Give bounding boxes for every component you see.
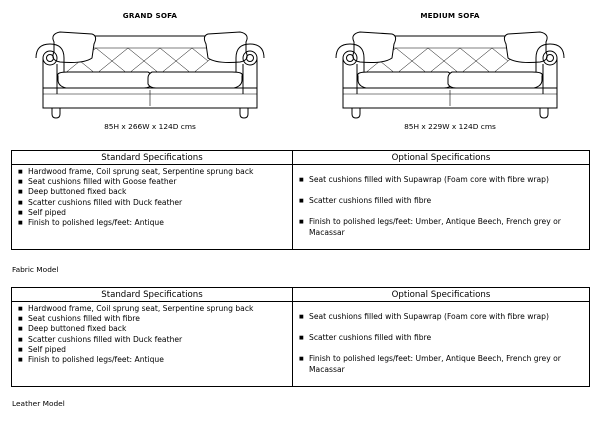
- spec-item: ■ Hardwood frame, Coil sprung seat, Serpentine sprung back: [18, 167, 292, 177]
- spec-item: ■ Seat cushions filled with Goose feather: [18, 177, 292, 187]
- standard-specifications-cell: [12, 302, 293, 387]
- optional-specifications-header: Optional Specifications: [293, 288, 590, 302]
- standard-spec-list: [12, 165, 292, 231]
- product-dimensions: 85H x 266W x 124D cms: [104, 122, 196, 131]
- product-title: MEDIUM SOFA: [420, 11, 480, 20]
- spec-item: ■ Finish to polished legs/feet: Umber, Antique Beech, French grey or Macassar: [299, 354, 583, 374]
- spec-item: ■ Finish to polished legs/feet: Antique: [18, 355, 292, 365]
- spec-item: ■ Seat cushions filled with Supawrap (Foam core with fibre wrap): [299, 312, 583, 322]
- spec-item: ■ Scatter cushions filled with fibre: [299, 196, 583, 206]
- optional-spec-list: [293, 165, 589, 238]
- standard-specifications-header: Standard Specifications: [12, 288, 293, 302]
- optional-specifications-cell: [293, 302, 590, 387]
- standard-spec-list: [12, 302, 292, 368]
- fabric-spec-table: [11, 150, 590, 250]
- leather-model-label: Leather Model: [12, 399, 65, 408]
- leather-spec-table: [11, 287, 590, 387]
- optional-spec-list: [293, 302, 589, 375]
- spec-item: ■ Finish to polished legs/feet: Antique: [18, 218, 292, 228]
- grand-sofa-drawing: [34, 28, 266, 120]
- spec-item: ■ Scatter cushions filled with Duck feather: [18, 335, 292, 345]
- spec-item: ■ Self piped: [18, 345, 292, 355]
- spec-item: ■ Deep buttoned fixed back: [18, 324, 292, 334]
- spec-item: ■ Finish to polished legs/feet: Umber, Antique Beech, French grey or Macassar: [299, 217, 583, 237]
- spec-item: ■ Self piped: [18, 208, 292, 218]
- spec-item: ■ Seat cushions filled with Supawrap (Foam core with fibre wrap): [299, 175, 583, 185]
- optional-specifications-header: Optional Specifications: [293, 151, 590, 165]
- product-title: GRAND SOFA: [122, 11, 178, 20]
- spec-item: ■ Scatter cushions filled with Duck feather: [18, 198, 292, 208]
- spec-item: ■ Seat cushions filled with fibre: [18, 314, 292, 324]
- fabric-model-label: Fabric Model: [12, 265, 59, 274]
- optional-specifications-cell: [293, 165, 590, 250]
- medium-sofa-drawing: [334, 28, 566, 120]
- spec-item: ■ Deep buttoned fixed back: [18, 187, 292, 197]
- product-dimensions: 85H x 229W x 124D cms: [404, 122, 496, 131]
- standard-specifications-cell: [12, 165, 293, 250]
- spec-item: ■ Hardwood frame, Coil sprung seat, Serpentine sprung back: [18, 304, 292, 314]
- spec-item: ■ Scatter cushions filled with fibre: [299, 333, 583, 343]
- standard-specifications-header: Standard Specifications: [12, 151, 293, 165]
